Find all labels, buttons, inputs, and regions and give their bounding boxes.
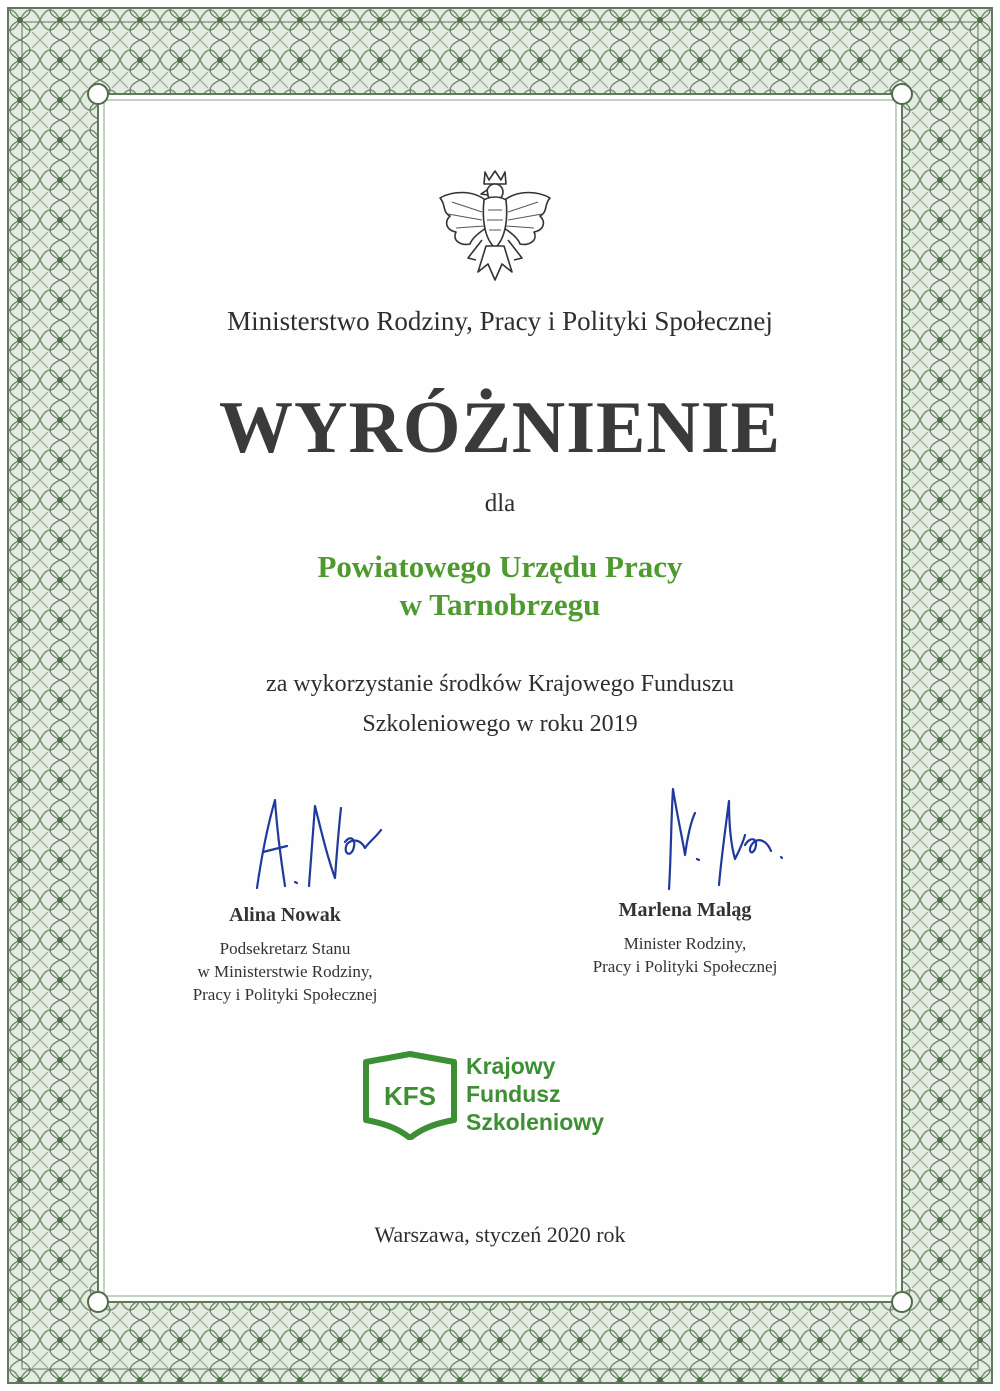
award-reason (0, 664, 1000, 744)
kfs-name (466, 1052, 604, 1136)
reason-line-1: za wykorzystanie środków Krajowego Funduszu (266, 671, 734, 697)
kfs-shield-icon (360, 1050, 460, 1140)
signatory-right-role-line: Minister Rodziny, (623, 934, 747, 953)
recipient-line-2: w Tarnobrzegu (399, 587, 601, 622)
signature-malag (585, 785, 785, 895)
signatory-right-role-line: Pracy i Polityki Społecznej (592, 957, 778, 976)
signatory-right-name: Marlena Maląg (618, 899, 752, 921)
signatory-right-role (525, 932, 845, 978)
signatory-right (525, 785, 845, 978)
recipient-name (0, 548, 1000, 624)
signatory-left-role-line: Pracy i Polityki Społecznej (192, 985, 378, 1004)
signatory-left (125, 790, 445, 1006)
signatory-left-role (125, 937, 445, 1006)
recipient-line-1: Powiatowego Urzędu Pracy (317, 549, 683, 584)
signatory-left-role-line: w Ministerstwie Rodziny, (197, 962, 373, 981)
kfs-name-line: Krajowy (466, 1053, 556, 1079)
certificate-title: WYRÓŻNIENIE (219, 387, 781, 469)
signatory-left-role-line: Podsekretarz Stanu (219, 939, 351, 958)
dla-text: dla (484, 490, 516, 517)
place-date: Warszawa, styczeń 2020 rok (374, 1222, 626, 1247)
signature-nowak (185, 790, 385, 900)
kfs-name-line: Szkoleniowy (466, 1109, 605, 1135)
signatory-left-name: Alina Nowak (229, 904, 341, 926)
reason-line-2: Szkoleniowego w roku 2019 (362, 711, 638, 737)
ministry-name: Ministerstwo Rodziny, Pracy i Polityki Społecznej (227, 306, 773, 336)
kfs-abbr: KFS (384, 1081, 436, 1111)
kfs-name-line: Fundusz (466, 1081, 561, 1107)
eagle-emblem-icon (432, 168, 558, 288)
kfs-logo (360, 1050, 660, 1150)
